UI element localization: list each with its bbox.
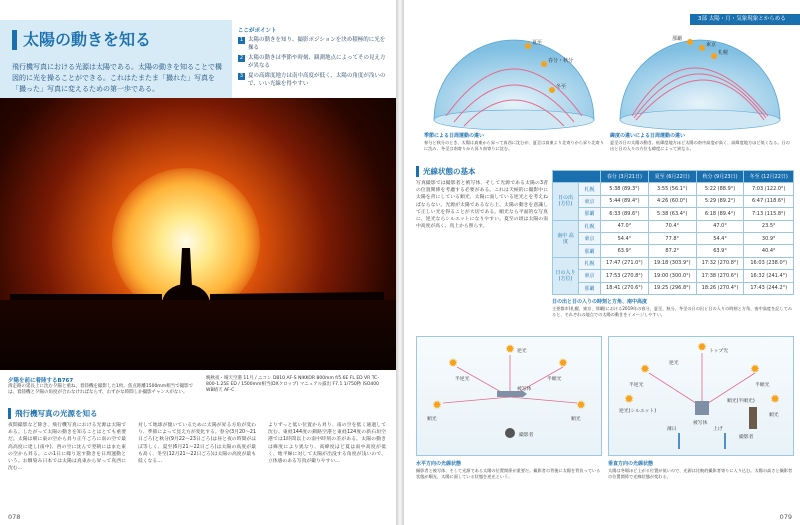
dome1-caption-text: 春分と秋分のとき、太陽は真東から昇って真西に沈むが、夏至は真東より北寄りから昇り北寄りに沈み、冬至は南寄りから昇り南寄りに沈む。	[424, 140, 604, 151]
latitude-sun-path-diagram	[610, 30, 790, 130]
dome1-caption-title: 季節による日周運動の違い	[424, 133, 485, 139]
table-cell: 30.9°	[744, 232, 794, 244]
label-winter-solstice: 冬至	[556, 84, 567, 90]
photo-caption-title: 夕陽を前に着陸するB767	[8, 378, 74, 384]
table-group-label: 日の出 (方位)	[553, 183, 579, 220]
key-points	[238, 26, 388, 91]
chapter-tab: 3部 太陽・月・気象現象とからめる	[690, 14, 800, 25]
key-points-heading: ここがポイント	[238, 28, 277, 34]
table-cell: 6:33 (89.6°)	[601, 208, 649, 220]
table-cell: 5:44 (89.4°)	[601, 195, 649, 207]
vertical-light-arrows	[609, 337, 795, 457]
table-cell: 19:25 (296.8°)	[648, 282, 696, 294]
table-cell: 4:26 (60.0°)	[648, 195, 696, 207]
table-cell: 3:55 (56.1°)	[648, 183, 696, 195]
table-city: 東京	[579, 195, 601, 207]
point-text: 太陽の動きを知り、撮影ポジションを決め積極的に光を操る	[248, 37, 386, 51]
label-backlight: 逆光	[517, 349, 527, 354]
vertical-light-diagram	[608, 336, 794, 456]
sun-icon: ✹	[696, 340, 708, 354]
book-gutter	[396, 0, 404, 525]
point-number: 1	[239, 37, 244, 43]
table-cell: 6:18 (89.4°)	[696, 208, 744, 220]
point-text: 夏の高緯度地方は南中高度が低く、太陽の角度が浅いので、いい光線を得やすい	[248, 73, 386, 87]
table-cell: 17:53 (270.8°)	[601, 270, 649, 282]
table-city: 那覇	[579, 282, 601, 294]
label-backlight: 逆光	[669, 361, 679, 366]
section-heading: 飛行機写真の光源を知る	[8, 408, 98, 419]
label-low-sun: 薄日	[667, 427, 677, 432]
label-naha: 那覇	[672, 36, 683, 42]
table-cell: 77.8°	[648, 232, 696, 244]
label-side-light: 順光(半順光)	[727, 399, 755, 404]
section-heading: 光線状態の基本	[416, 166, 476, 177]
table-city: 札幌	[579, 257, 601, 269]
table-cell: 87.2°	[648, 245, 696, 257]
table-header: 夏至 (6月22日)	[648, 171, 696, 183]
table-cell: 6:47 (118.6°)	[744, 195, 794, 207]
label-tokyo: 東京	[706, 42, 717, 48]
table-cell: 5:38 (89.3°)	[601, 183, 649, 195]
table-cell: 7:13 (115.8°)	[744, 208, 794, 220]
panel1-caption-text: 撮影者と被写体、そして光源である太陽の位置関係が重要だ。撮影者の背後に太陽を背負っている状態が順光、太陽に面している状態を逆光という。	[416, 468, 601, 479]
runway-ground	[0, 300, 396, 370]
right-page	[404, 0, 800, 525]
left-page	[0, 0, 396, 525]
table-cell: 17:32 (270.8°)	[696, 257, 744, 269]
table-cell: 17:43 (244.2°)	[744, 282, 794, 294]
table-cell: 63.9°	[696, 245, 744, 257]
table-header-row	[553, 171, 794, 183]
sun-icon: ✹	[623, 392, 635, 406]
photo-caption-text: 滑走路の延長上に沈む夕陽と重ね、着陸機を撮影した1枚。焦点距離1500mm相当で撮影では、着陸機と夕陽の角度が合わなければならず、わずかな時間しか撮影チャンスがない。	[8, 384, 194, 395]
sun-icon: ✹	[639, 362, 651, 376]
page-title: 太陽の動きを知る	[12, 30, 232, 50]
table-cell: 54.4°	[696, 232, 744, 244]
table-row	[553, 282, 794, 294]
table-notes	[552, 300, 794, 317]
table-header: 冬至 (12月22日)	[744, 171, 794, 183]
table-cell: 47.0°	[696, 220, 744, 232]
label-silhouette: 逆光(シルエット)	[619, 409, 657, 414]
table-row	[553, 208, 794, 220]
label-half-frontlight: 半順光	[547, 377, 562, 382]
label-equinox: 春分・秋分	[548, 58, 574, 64]
table-cell: 23.5°	[744, 220, 794, 232]
dome2-caption-title: 緯度の違いによる日周運動の違い	[610, 133, 686, 139]
table-row	[553, 183, 794, 195]
table-city: 東京	[579, 270, 601, 282]
label-sapporo: 札幌	[718, 50, 729, 56]
seasonal-sun-path-diagram	[424, 30, 604, 130]
point-text: 太陽の動きは季節や時刻、観測地点によってその見え方が異なる	[248, 55, 386, 69]
table-cell: 16:03 (238.0°)	[744, 257, 794, 269]
key-point	[238, 37, 388, 52]
body-text: 写真撮影では撮影者と被写体、そして光源である太陽の3者の位置関係を考慮する必要がある。これは天候的に撮影中に太陽を背にしている順光、太陽に面している逆光とを考えねばならない。光源が太陽であるなら上、太陽の動きを意識して正しい光を得ることが大切である。順光なら平面的な写真に、逆光ならシルエットになりやすい。夏至の頃は太陽の南中高度が高く、真上から照らす。	[416, 181, 548, 230]
table-cell: 5:38 (63.4°)	[648, 208, 696, 220]
sun-icon: ✹	[769, 392, 781, 406]
table-header: 秋分 (9月23日)	[696, 171, 744, 183]
table-cell: 63.9°	[601, 245, 649, 257]
label-frontlight: 順光	[427, 417, 437, 422]
table-cell: 70.4°	[648, 220, 696, 232]
label-frontlight: 順光	[769, 413, 779, 418]
table-cell: 19:00 (300.0°)	[648, 270, 696, 282]
table-cell: 18:41 (270.6°)	[601, 282, 649, 294]
point-number: 3	[239, 73, 244, 79]
sun-icon: ✹	[431, 398, 443, 412]
table-cell: 18:26 (270.4°)	[696, 282, 744, 294]
photo-shooting-data: 晩秋夜・晴天空港 11月 / ニコン D810 AF-S NIKKOR 800mm f/5.6E FL ED VR TC-800-1.25E ED / 1500mm相当(DXクロップ) マニュアル露出 F7.1 1/750秒 ISO400 WB晴天 AF-C	[206, 376, 379, 393]
body-column: 対して地球が傾いているために太陽が昇る方角が変わり、季節によって見え方が変化する。春分(3月20〜21日ごろ)と秋分(9月22〜23日ごろ)は昼と夜の時間がほぼ等しく、夏至(6月21〜22日ごろ)は太陽の高度が最も高く、冬至(12月21〜22日ごろ)は太陽の高度が最も低くなる…	[138, 423, 256, 465]
table-cell: 54.4°	[601, 232, 649, 244]
page-number: 078	[8, 513, 21, 521]
sunset-airplane-photo	[0, 98, 396, 370]
table-cell: 17:38 (270.6°)	[696, 270, 744, 282]
label-summer-solstice: 夏至	[532, 40, 543, 46]
key-point	[238, 55, 388, 70]
label-photographer: 撮影者	[739, 435, 754, 440]
sun-icon: ✹	[749, 362, 761, 376]
table-cell: 5:22 (88.9°)	[696, 183, 744, 195]
panel1-caption-title: 水平方向の光線状態	[416, 461, 462, 467]
table-city: 札幌	[579, 220, 601, 232]
sunrise-sunset-table	[552, 170, 794, 295]
sun-icon: ✹	[557, 356, 569, 370]
horizontal-light-diagram	[416, 336, 602, 456]
table-row	[553, 245, 794, 257]
table-cell: 5:29 (89.2°)	[696, 195, 744, 207]
table-cell: 7:03 (122.0°)	[744, 183, 794, 195]
label-photographer: 撮影者	[519, 433, 534, 438]
table-city: 那覇	[579, 245, 601, 257]
body-column: よりずっと低い位置から昇り、南の空を低く通過して沈む。東経144度の釧路空港と東経124度の新石垣空港では1時間以上の南中時刻の差がある。太陽の動きは緯度により異なり、高緯度ほど夏は南中高度が低く、地平線に対して太陽が出没する角度が浅いので、立体感のある写真が撮りやすい…	[268, 423, 386, 465]
table-row	[553, 220, 794, 232]
panel2-caption-text: 太陽は冬場ほど上がる位置が低いので、光源は比較的撮影者寄りに入り込む。太陽の高さと撮影者の位置関係で光線状態が変わる。	[608, 468, 793, 479]
table-row	[553, 195, 794, 207]
table-row	[553, 257, 794, 269]
label-frontlight-right: 順光	[571, 417, 581, 422]
table-group-label: 日の入り (方位)	[553, 257, 579, 294]
table-city: 那覇	[579, 208, 601, 220]
panel2-caption-title: 垂直方向の光線状態	[608, 461, 654, 467]
table-cell: 17:47 (271.0°)	[601, 257, 649, 269]
table-notes-text: 主要都市(札幌、東京、那覇)における2019年の春分、夏至、秋分、冬至の日の出と日の入りの時刻と方角、南中高度を記してみると、それぞれの地点での太陽の動きをイメージしやすい。	[552, 305, 793, 317]
label-high-sun: 上げ	[713, 427, 723, 432]
dome2-caption-text: 夏至の日の太陽の動き。低緯度地方ほど太陽の南中高度が高く、高緯度地方ほど低くなる。日の出と日の入りの方位も緯度によって異なる。	[610, 140, 790, 151]
sun-icon: ✹	[575, 398, 587, 412]
point-number: 2	[239, 55, 244, 61]
table-cell: 19:18 (303.9°)	[648, 257, 696, 269]
table-cell: 16:32 (241.4°)	[744, 270, 794, 282]
key-point	[238, 73, 388, 88]
table-header: 春分 (3月21日)	[601, 171, 649, 183]
label-half-backlight: 半逆光	[455, 377, 470, 382]
sun-icon: ✹	[504, 342, 516, 356]
body-column: 夜間撮影など除き、飛行機写真における光源は太陽である。したがって太陽の動きを知ることはとても重要だ。太陽は朝に東の空から昇り正午ごろに南の空で最高高度に達し(南中)、西の空に沈んで翌朝にはまた東の空から昇る。この1日に繰り返す動きを日周運動という。お馴染み日本では太陽は真東から昇って真西に沈む…	[8, 423, 126, 472]
table-cell: 47.0°	[601, 220, 649, 232]
table-notes-title: 日の出と日の入りの時刻と方角、南中高度	[552, 299, 648, 305]
table-group-label: 南中 高度	[553, 220, 579, 257]
label-half-frontlight: 半順光	[755, 383, 770, 388]
lead-text: 飛行機写真における光源は太陽である。太陽の動きを知ることで構図的に光を操ることができる。これはたまたま「撮れた」写真を「撮った」写真に変えるための第一歩である。	[12, 63, 222, 93]
label-subject: 被写体	[693, 421, 708, 426]
table-header-corner	[553, 171, 601, 183]
sun-icon: ✹	[447, 356, 459, 370]
label-subject: 被写体	[517, 387, 532, 392]
table-row	[553, 270, 794, 282]
label-top-light: トップ光	[709, 349, 729, 354]
table-cell: 40.4°	[744, 245, 794, 257]
page-number: 079	[779, 513, 792, 521]
table-city: 東京	[579, 232, 601, 244]
table-city: 札幌	[579, 183, 601, 195]
table-row	[553, 232, 794, 244]
label-half-backlight: 半逆光	[629, 383, 644, 388]
